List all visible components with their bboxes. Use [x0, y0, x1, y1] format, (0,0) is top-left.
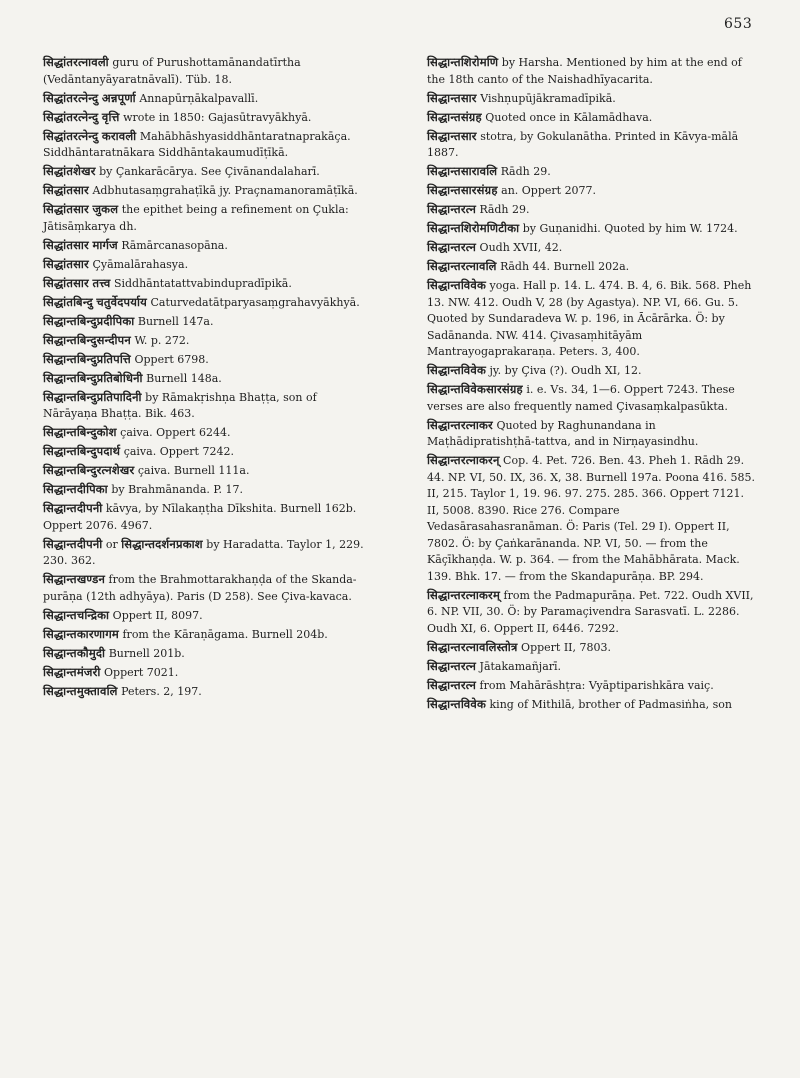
dictionary-entry [43, 626, 373, 644]
entry-text: by Çankarācārya. See Çivānandalaharī. [99, 165, 320, 178]
entry-text: Oppert 6798. [134, 352, 209, 366]
entry-headword: सिद्धान्तरत्नावलि [427, 259, 497, 273]
entry-text: Caturvedatātparyasaṃgrahavyākhyā. [150, 295, 360, 309]
dictionary-entry [43, 275, 373, 293]
entry-headword: सिद्धांतरत्नेन्दु [43, 128, 99, 143]
dictionary-entry [43, 683, 373, 701]
entry-headword: सिद्धान्तबिन्दुप्रतिपादिनी [43, 389, 142, 404]
entry-headword: सिद्धान्तविवेक [427, 696, 487, 711]
entry-subhead: अन्नपूर्णा [101, 90, 136, 105]
entry-text: çaiva. Burnell 111a. [137, 464, 250, 477]
dictionary-entry [427, 696, 757, 714]
entry-headword: सिद्धान्तबिन्दुप्रदीपिका [43, 313, 135, 328]
entry-headword: सिद्धान्तसंग्रह [427, 109, 482, 124]
entry-headword-alt: सिद्धान्तदर्शनप्रकाश [121, 536, 203, 551]
entry-text: yoga. Hall p. 14. L. 474. B. 4, 6. Bik. 568. Pheh 13. NW. 412. Oudh V, 28 (by Agastya). NP. VI, 66. Gu. 5. Quoted by Sundaradeva W. p. 196, in Ācārārka. Ö: by Sadānanda. NW. 414. Çivasaṃhitāyām Mantrayogaprakaraṇa. Peters. 3, 400. [427, 279, 752, 358]
entry-text: çaiva. Oppert 7242. [123, 445, 234, 458]
entry-headword: सिद्धान्तरत्नाकर [427, 417, 493, 432]
entry-text: Oppert II, 7803. [521, 640, 612, 654]
entry-headword: सिद्धान्तकारणागम [43, 626, 119, 641]
dictionary-entry [427, 658, 757, 676]
entry-subhead: वृत्ति [101, 109, 120, 124]
dictionary-entry [43, 443, 373, 461]
dictionary-entry [43, 313, 373, 331]
entry-headword: सिद्धांतसार [43, 183, 89, 197]
dictionary-entry [43, 571, 373, 605]
entry-headword: सिद्धान्तबिन्दुप्रतिपत्ति [43, 351, 131, 366]
entry-text: king of Mithilā, brother of Padmasiṅha, son [489, 697, 732, 711]
dictionary-entry [43, 163, 373, 181]
entry-text: Oppert 7021. [104, 665, 179, 679]
entry-headword: सिद्धान्तशिरोमणिटीका [427, 221, 520, 235]
dictionary-entry [427, 362, 757, 380]
dictionary-entry [427, 109, 757, 127]
entry-text: Oppert II, 8097. [112, 608, 203, 622]
dictionary-entry [427, 277, 757, 361]
entry-text: stotra, by Gokulanātha. Printed in Kāvya-mālā 1887. [427, 129, 739, 159]
dictionary-entry [427, 90, 757, 108]
entry-text: Burnell 147a. [137, 314, 214, 328]
dictionary-entry [427, 258, 757, 276]
entry-headword: सिद्धांतसार [43, 275, 89, 290]
dictionary-entry [43, 370, 373, 388]
entry-headword: सिद्धांतबिन्दु [43, 294, 93, 309]
entry-subhead: चतुर्वेदपर्याय [96, 294, 147, 309]
entry-text: Cop. 4. Pet. 726. Ben. 43. Pheh 1. Rādh 29. 44. NP. VI, 50. IX, 36. X, 38. Burnell 197a. Poona 416. 585. II, 215. Taylor 1, 19. 96. 97. 275. 285. 366. Oppert 7121. II, 5008. 8390. Rice 276. Compare Vedasārasahasranāman. Ö: Paris (Tel. 29 I). Oppert II, 7802. Ö: by Çaṅkarānanda. NP. VI, 50. — from the Kāçīkhaṇḍa. W. p. 364. — from the Mahābhārata. Mack. 139. Bhk. 17. — from the Skandapurāṇa. BP. 294. [427, 454, 755, 583]
entry-text: Mahābhāshyasiddhāntaratnaprakāça. Siddhāntaratnākara Siddhāntakaumudīṭīkā. [43, 129, 351, 159]
dictionary-entry [43, 389, 373, 423]
entry-text: from the Kāraṇāgama. Burnell 204b. [122, 627, 328, 641]
entry-text: Çyāmalārahasya. [92, 257, 189, 271]
entry-headword: सिद्धान्तरत्न [427, 240, 477, 254]
entry-text: by Rāmakṛishṇa Bhaṭṭa, son of Nārāyaṇa Bhaṭṭa. Bik. 463. [43, 390, 317, 420]
entry-text: W. p. 272. [134, 333, 190, 347]
entry-text: Quoted by Raghunandana in Maṭhādipratishṭhā-tattva, and in Nirṇayasindhu. [427, 418, 699, 448]
entry-text: from the Padmapurāṇa. Pet. 722. Oudh XVII, 6. NP. VII, 30. Ö: by Paramaçivendra Sarasvatī. L. 2286. Oudh XI, 6. Oppert II, 6446. 7292. [427, 588, 754, 635]
entry-headword: सिद्धान्तदीपनी [43, 536, 103, 551]
dictionary-entry [427, 452, 757, 585]
dictionary-entry [43, 128, 373, 162]
entry-headword: सिद्धान्तकौमुदी [43, 645, 106, 660]
dictionary-entry [427, 54, 757, 88]
entry-text: the epithet being a refinement on Çukla: Jātisāṃkarya dh. [43, 203, 349, 233]
entry-subhead: करावली [101, 128, 137, 143]
dictionary-entry [43, 536, 373, 570]
dictionary-entry [427, 677, 757, 695]
dictionary-entry [43, 256, 373, 274]
dictionary-entry [43, 294, 373, 312]
entry-subhead: तत्त्व [92, 275, 111, 290]
entry-text: an. Oppert 2077. [501, 184, 597, 197]
entry-headword: सिद्धांतसार [43, 237, 89, 252]
left-column [43, 54, 373, 702]
dictionary-entry [427, 220, 757, 238]
dictionary-entry [427, 163, 757, 181]
entry-text: Rādh 29. [479, 203, 530, 216]
entry-headword: सिद्धांतरत्नावली [43, 55, 109, 69]
entry-text: Jātakamañjarī. [479, 659, 562, 673]
entry-headword: सिद्धान्तमंजरी [43, 664, 101, 679]
entry-text: Rāmārcanasopāna. [121, 238, 228, 252]
entry-headword: सिद्धांतसार [43, 202, 89, 216]
entry-text: by Brahmānanda. P. 17. [111, 483, 244, 496]
right-column [427, 54, 757, 715]
dictionary-entry [43, 182, 373, 200]
dictionary-entry [427, 587, 757, 638]
entry-text: Rādh 44. Burnell 202a. [500, 260, 630, 273]
entry-text: Vishṇupūjākramadīpikā. [480, 91, 616, 105]
entry-headword: सिद्धांतसार [43, 256, 89, 271]
entry-headword: सिद्धान्तसार [427, 90, 477, 105]
dictionary-entry [43, 201, 373, 235]
dictionary-entry [43, 109, 373, 127]
entry-headword: सिद्धान्तबिन्दुकोश [43, 425, 117, 439]
entry-headword: सिद्धान्तसार [427, 128, 477, 143]
entry-headword: सिद्धान्तरत्नावलिस्तोत्र [427, 639, 518, 654]
entry-headword: सिद्धान्तबिन्दुसन्दीपन [43, 332, 131, 347]
entry-text: i. e. Vs. 34, 1—6. Oppert 7243. These verses are also frequently named Çivasaṃkalpasūkta. [427, 383, 735, 413]
entry-text: Oudh XVII, 42. [479, 241, 563, 254]
entry-headword: सिद्धान्तबिन्दुपदार्थ [43, 444, 121, 458]
entry-headword: सिद्धान्तसारावलि [427, 164, 498, 178]
entry-connector: or [102, 537, 122, 551]
entry-text: Burnell 148a. [146, 371, 222, 385]
entry-text: jy. by Çiva (?). Oudh XI, 12. [489, 364, 642, 377]
entry-text: kāvya, by Nīlakaṇṭha Dīkshita. Burnell 162b. Oppert 2076. 4967. [43, 502, 357, 532]
entry-headword: सिद्धान्तचन्द्रिका [43, 607, 110, 622]
dictionary-entry [43, 664, 373, 682]
entry-text: by Guṇanidhi. Quoted by him W. 1724. [522, 222, 738, 235]
entry-headword: सिद्धान्तदीपिका [43, 482, 108, 496]
dictionary-entry [43, 90, 373, 108]
entry-headword: सिद्धान्तशिरोमणि [427, 55, 499, 69]
entry-text: from the Brahmottarakhaṇḍa of the Skanda-purāṇa (12th adhyāya). Paris (D 258). See Çiva-kavaca. [43, 573, 357, 603]
entry-text: guru of Purushottamānandatīrtha (Vedāntanyāyaratnāvalī). Tüb. 18. [43, 56, 301, 86]
dictionary-entry [43, 332, 373, 350]
entry-text: Annapūrṇākalpavallī. [139, 91, 259, 105]
entry-headword: सिद्धान्तखण्डन [43, 572, 106, 586]
entry-text: Burnell 201b. [108, 646, 185, 660]
entry-headword: सिद्धान्तमुक्तावलि [43, 683, 118, 698]
dictionary-entry [43, 54, 373, 88]
dictionary-entry [427, 128, 757, 162]
dictionary-entry [43, 481, 373, 499]
entry-text: from Mahārāshṭra: Vyāptiparishkāra vaiç. [479, 678, 714, 692]
entry-headword: सिद्धान्तविवेक [427, 363, 487, 377]
entry-headword: सिद्धांतरत्नेन्दु [43, 109, 99, 124]
dictionary-entry [427, 201, 757, 219]
dictionary-entry [43, 645, 373, 663]
entry-headword: सिद्धांतरत्नेन्दु [43, 90, 99, 105]
entry-text: Adbhutasaṃgrahaṭīkā jy. Praçnamanoramāṭīkā. [92, 184, 358, 197]
entry-headword: सिद्धान्तरत्न [427, 677, 477, 692]
entry-headword: सिद्धान्तदीपनी [43, 501, 103, 515]
entry-headword: सिद्धान्तबिन्दुरत्नशेखर [43, 463, 135, 477]
dictionary-entry [43, 500, 373, 534]
entry-text: Peters. 2, 197. [121, 684, 202, 698]
entry-headword: सिद्धान्तबिन्दुप्रतिबोधिनी [43, 370, 143, 385]
entry-text: by Harsha. Mentioned by him at the end of the 18th canto of the Naishadhīyacarita. [427, 56, 742, 86]
entry-headword: सिद्धान्तरत्नाकरम् [427, 587, 501, 602]
entry-subhead: जुकल [92, 202, 119, 216]
entry-headword: सिद्धान्तसारसंग्रह [427, 183, 498, 197]
entry-text: Quoted once in Kālamādhava. [485, 110, 653, 124]
entry-headword: सिद्धान्तरत्न [427, 658, 477, 673]
dictionary-entry [427, 417, 757, 451]
entry-text: çaiva. Oppert 6244. [120, 426, 231, 439]
dictionary-entry [427, 182, 757, 200]
dictionary-entry [43, 462, 373, 480]
entry-headword: सिद्धान्तरत्नाकरन् [427, 453, 500, 467]
entry-headword: सिद्धान्तविवेक [427, 278, 487, 292]
entry-headword: सिद्धान्तरत्न [427, 202, 477, 216]
entry-text: wrote in 1850: Gajasūtravyākhyā. [123, 110, 312, 124]
dictionary-entry [43, 237, 373, 255]
entry-text: Rādh 29. [500, 165, 551, 178]
entry-subhead: मार्गज [92, 237, 118, 252]
dictionary-entry [43, 351, 373, 369]
entry-headword: सिद्धान्तविवेकसारसंग्रह [427, 382, 523, 396]
entry-text: by Haradatta. Taylor 1, 229. 230. 362. [43, 537, 364, 567]
dictionary-entry [427, 381, 757, 415]
dictionary-entry [427, 639, 757, 657]
entry-headword: सिद्धांतशेखर [43, 164, 96, 178]
entry-text: Siddhāntatattvabindupradīpikā. [113, 276, 292, 290]
dictionary-entry [43, 607, 373, 625]
dictionary-entry [427, 239, 757, 257]
dictionary-entry [43, 424, 373, 442]
page-number: 653 [724, 16, 753, 32]
